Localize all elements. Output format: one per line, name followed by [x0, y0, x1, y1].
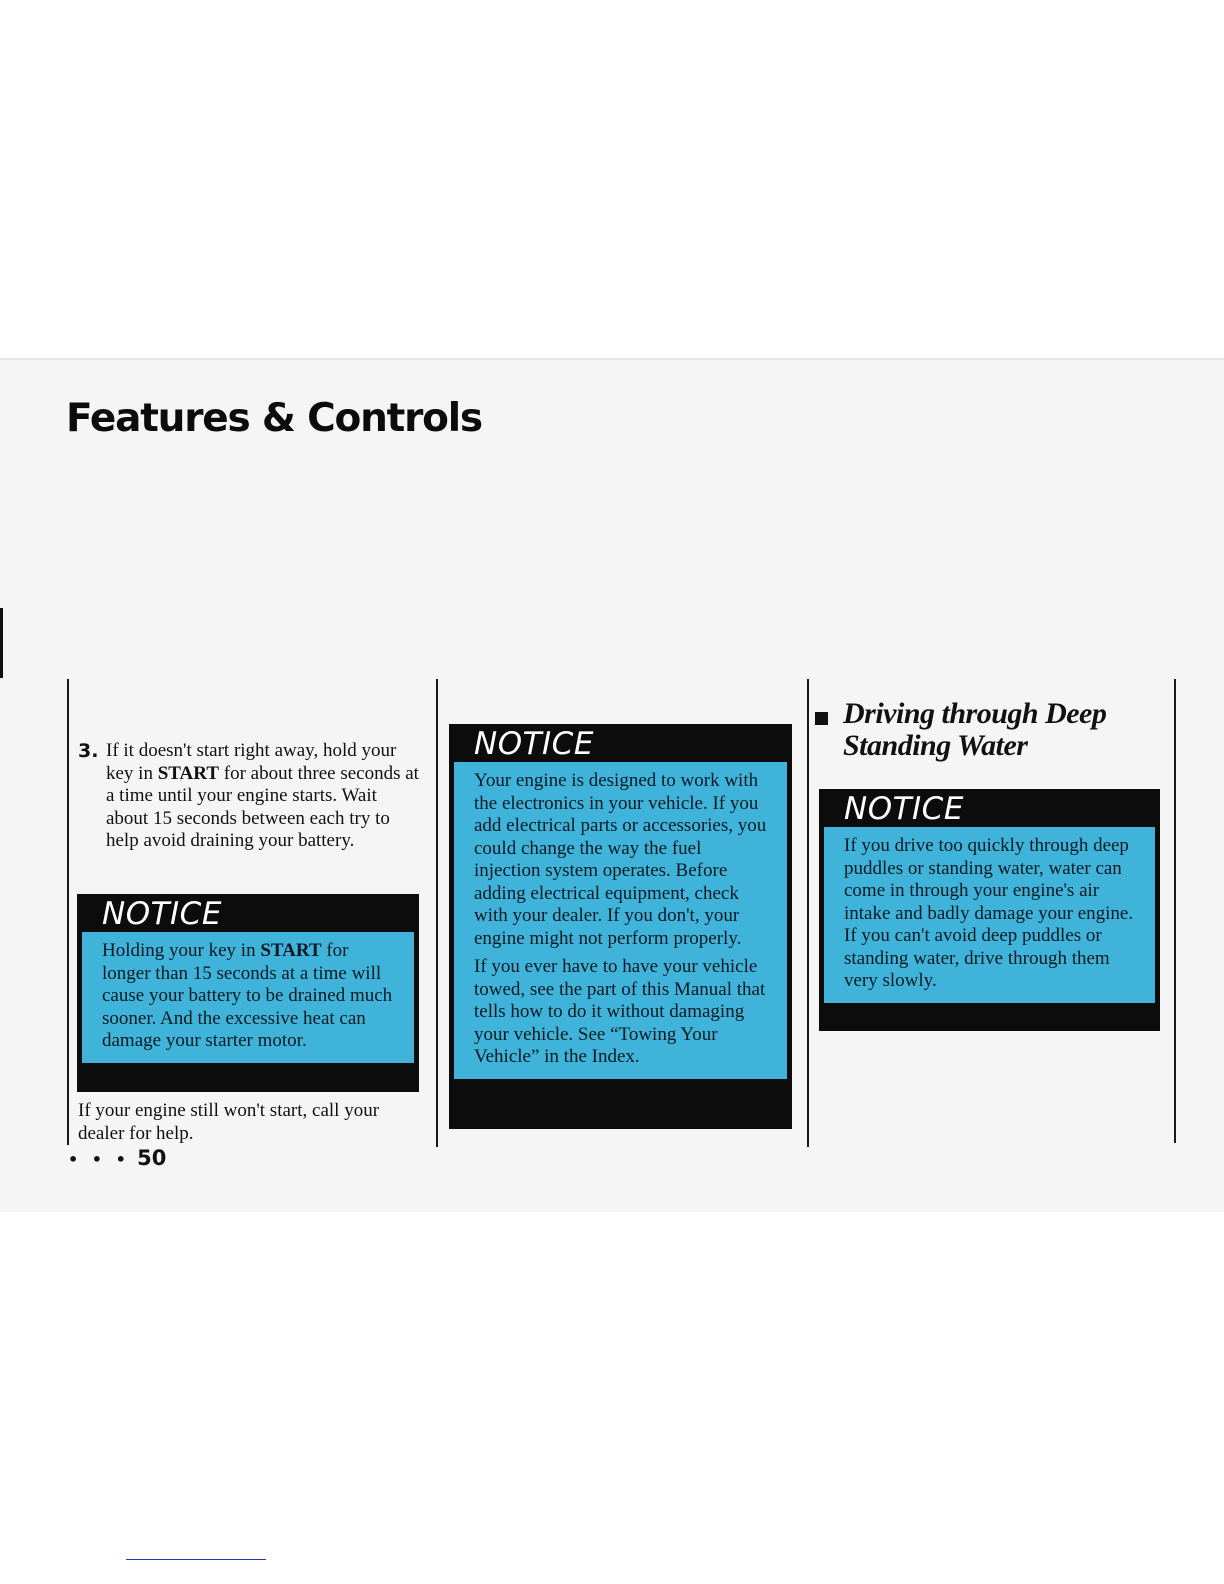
- column-rule-left: [67, 679, 69, 1145]
- notice-box-deep-water: [819, 789, 1160, 1031]
- notice-heading: NOTICE: [474, 726, 594, 762]
- column-rule-middle-left: [436, 679, 438, 1147]
- footer-underline: [126, 1559, 266, 1560]
- notice-text: [102, 940, 394, 1053]
- step-text-part: for about three seconds at a time until your engine starts. Wait about 15 seconds between each try to help avoid draining your battery.: [106, 762, 419, 851]
- step-number: 3.: [78, 740, 99, 762]
- notice-text: If you drive too quickly through deep puddles or standing water, water can come in through your engine's air intake and badly damage your engine. If you can't avoid deep puddles or standing water, drive through them very slowly.: [844, 835, 1134, 991]
- page-number-dots: • • •: [68, 1150, 130, 1169]
- notice-box-electronics: [449, 724, 792, 1129]
- dealer-help-text: If your engine still won't start, call your dealer for help.: [78, 1100, 380, 1144]
- start-keyword: START: [157, 762, 219, 784]
- page-edge-mark: [0, 608, 3, 678]
- notice-body: [82, 932, 414, 1063]
- notice-text-part: Holding your key in: [102, 940, 261, 961]
- notice-text-part: for longer than 15 seconds at a time will cause your battery to be drained much sooner. And the excessive heat can damage your starter motor.: [102, 940, 393, 1051]
- subheading-deep-water: [815, 698, 1170, 762]
- notice-body: [824, 827, 1155, 1003]
- section-title: Features & Controls: [66, 396, 482, 441]
- step-text-part: If it doesn't start right away, hold your key in: [106, 740, 397, 784]
- page-number: [68, 1146, 166, 1170]
- notice-paragraph: If you ever have to have your vehicle towed, see the part of this Manual that tells how to do it without damaging your vehicle. See “Towing Your Vehicle” in the Index.: [474, 956, 766, 1067]
- notice-heading: NOTICE: [844, 791, 964, 827]
- notice-paragraph: Your engine is designed to work with the electronics in your vehicle. If you add electrical parts or accessories, you could change the way the fuel injection system operates. Before adding electrical equipment, check with your dealer. If you don't, your engine might not perform properly.: [474, 770, 767, 949]
- step-text: [106, 740, 423, 853]
- column-rule-middle-right: [807, 679, 809, 1147]
- notice-box-key-start: [77, 894, 419, 1092]
- step-3: [78, 740, 423, 853]
- square-bullet-icon: [815, 712, 828, 725]
- subheading-text: Driving through Deep Standing Water: [843, 697, 1107, 762]
- notice-heading: NOTICE: [102, 896, 222, 932]
- start-keyword: START: [260, 940, 322, 961]
- page-number-value: 50: [137, 1146, 167, 1170]
- notice-body: [454, 762, 787, 1079]
- column-rule-right: [1174, 679, 1176, 1143]
